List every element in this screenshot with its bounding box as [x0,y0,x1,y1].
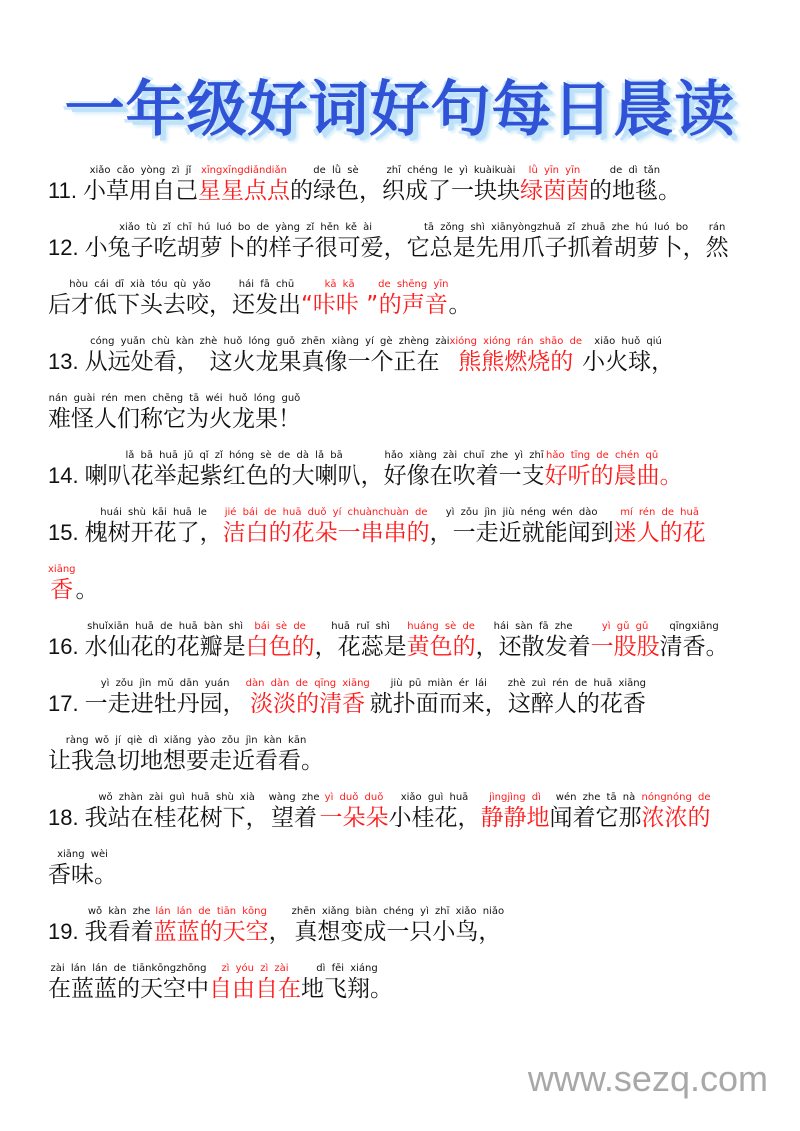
pinyin: lǜ yīn yīn [528,165,581,176]
sentence-number: 19. [48,919,79,944]
hanzi: 槐树开花了， [84,520,223,546]
highlighted-phrase [320,791,389,832]
pinyin: xīngxīngdiǎndiǎn [200,165,287,176]
highlighted-phrase [209,962,301,1003]
sentence-row [48,376,758,433]
highlighted-phrase [614,506,706,547]
pinyin: xiǎo guì huā [400,792,469,803]
pinyin: hǎo tīng de chén qǔ [545,450,659,461]
hanzi: 浓浓的 [641,805,711,831]
pinyin: wàng zhe [268,792,320,803]
sentence-number: 18. [48,805,79,830]
hanzi: ， [268,919,292,945]
hanzi: 然 [705,235,729,261]
pinyin: dàn dàn de qīng xiāng [245,678,370,689]
page-title: 一年级好词好句每日晨读 [64,75,736,145]
phrase [76,563,99,604]
hanzi: 。 [448,292,472,318]
pinyin: mí rén de huā [620,507,699,518]
phrase [269,905,292,946]
sentence-row [48,604,758,661]
sentence-row [48,433,758,490]
highlighted-phrase [660,449,683,490]
pinyin: de shēng yīn [378,279,449,290]
hanzi: 蓝蓝的天空 [153,919,269,945]
phrase [290,164,382,205]
pinyin: de lǜ sè [313,165,359,176]
highlighted-phrase [591,620,660,661]
phrase [85,905,154,946]
sentence-row [48,148,758,205]
pinyin: shuǐxiān huā de huā bàn shì [87,621,244,632]
pinyin: nóngnóng de [641,792,711,803]
hanzi: ，一走近就能闻到 [429,520,614,546]
pinyin: jié bái de huā duǒ yí chuànchuàn de [224,507,428,518]
pinyin: nán guài rén men chēng tā wéi huǒ lóng guǒ [48,393,301,404]
hanzi: 黄色的 [406,634,476,660]
hanzi: 一朵朵 [319,805,389,831]
pinyin: xiǎo huǒ qiú [594,336,662,347]
hanzi: 从远处看， [84,349,200,375]
pinyin: hái sàn fā zhe [493,621,573,632]
sentence-number: 16. [48,634,79,659]
pinyin: xióng xióng rán shāo de [449,336,583,347]
phrase [382,164,520,205]
highlighted-phrase [246,677,370,718]
sentence-list [48,148,758,1003]
highlighted-phrase [449,335,582,376]
pinyin: hòu cái dī xià tóu qù yǎo [69,279,211,290]
phrase [200,335,450,376]
phrase [85,335,200,376]
highlighted-phrase [520,164,589,205]
pinyin: hǎo xiàng zài chuī zhe yì zhī [384,450,544,461]
pinyin: ràng wǒ jí qiè dì xiǎng yào zǒu jìn kàn kān [65,735,307,746]
phrase [85,677,246,718]
phrase [269,791,320,832]
sentence-row [48,718,758,775]
hanzi: 一股股 [590,634,660,660]
sentence-number: 17. [48,691,79,716]
hanzi: 小兔子吃胡萝卜的样子很可爱， [84,235,407,261]
phrase [48,962,209,1003]
phrase [660,620,729,661]
hanzi: 。 [659,463,683,489]
hanzi: 让我急切地想要走近看看。 [48,748,324,774]
pinyin: dì fēi xiáng [316,963,378,974]
hanzi: 自由自在 [209,976,301,1002]
hanzi: 闻着它那 [549,805,642,831]
highlighted-phrase [407,620,476,661]
pinyin: yì zǒu jìn mǔ dān yuán [100,678,230,689]
highlighted-phrase [545,449,660,490]
pinyin: rán [708,222,726,233]
hanzi: 星星点点 [197,178,290,204]
phrase [448,278,471,319]
hanzi: 迷人的花 [613,520,706,546]
sentence-number: 11. [48,178,77,203]
hanzi: 洁白的花朵一串串的 [222,520,430,546]
pinyin: jiù pū miàn ér lái [390,678,487,689]
hanzi: 香味。 [48,862,117,888]
highlighted-phrase [378,278,448,319]
pinyin: xiǎo tù zǐ chī hú luó bo de yàng zǐ hěn kě ài [119,222,373,233]
sentence-number: 14. [48,463,79,488]
hanzi: 淡淡的清香 [250,691,366,717]
phrase [85,620,246,661]
pinyin: qīngxiāng [669,621,719,632]
phrase [476,620,591,661]
hanzi: 小火球， [582,349,675,375]
pinyin: wén zhe tā nà [555,792,636,803]
hanzi: 我站在桂花树下， [84,805,269,831]
sentence-row [48,661,758,718]
pinyin: bái sè de [254,621,306,632]
phrase [48,278,232,319]
pinyin: yì zǒu jìn jiù néng wén dào [445,507,598,518]
phrase [85,221,407,262]
phrase [83,164,198,205]
pinyin: zhī chéng le yì kuàikuài [386,165,516,176]
highlighted-phrase [223,506,430,547]
pinyin: cóng yuǎn chù kàn [90,336,194,347]
phrase [85,506,223,547]
hanzi: 真想变成一只小鸟， [294,919,502,945]
hanzi: 熊熊燃烧的 [458,349,574,375]
phrase [48,848,117,889]
phrase [706,221,729,262]
phrase [315,620,407,661]
pinyin: tā zǒng shì xiānyòngzhuǎ zǐ zhuā zhe hú luó bo [424,222,689,233]
phrase [589,164,681,205]
sentence-row [48,775,758,832]
pinyin: wǒ zhàn zài guì huā shù xià [98,792,255,803]
pinyin: zài lán lán de tiānkōngzhōng [50,963,207,974]
highlighted-phrase [154,905,269,946]
hanzi: 绿茵茵 [519,178,589,204]
hanzi: 织成了一块块 [381,178,520,204]
pinyin: wǒ kàn zhe [87,906,151,917]
pinyin: xiǎo cǎo yòng zì jǐ [89,165,192,176]
sentence-row [48,490,758,547]
highlighted-phrase [301,278,378,319]
hanzi: 在蓝蓝的天空中 [48,976,209,1002]
hanzi: 望着 [271,805,318,831]
sentence-row [48,832,758,889]
pinyin: jìngjìng dì [489,792,541,803]
pinyin: xiāng wèi [57,849,108,860]
phrase [389,791,481,832]
hanzi: 就扑面而来， [369,691,508,717]
hanzi: 这醉人的花香 [507,691,646,717]
phrase [407,221,706,262]
pinyin: de dì tǎn [609,165,661,176]
highlighted-phrase [48,563,76,604]
pinyin: xiāng [48,564,76,575]
phrase [232,278,301,319]
pinyin: zhè zuì rén de huā xiāng [507,678,646,689]
hanzi: 好像在吹着一支 [383,463,545,489]
phrase [582,335,674,376]
pinyin: kā kā [324,279,355,290]
pinyin: lán lán de tiān kōng [155,906,267,917]
hanzi: 好听的晨曲 [544,463,660,489]
phrase [292,905,504,946]
pinyin: lǎ bā huā jǔ qǐ zǐ hóng sè de dà lǎ bā [125,450,343,461]
phrase [550,791,642,832]
hanzi: 地飞翔。 [301,976,393,1002]
hanzi: 这火龙果真像一个正在 [209,349,440,375]
hanzi: 它总是先用爪子抓着胡萝卜， [406,235,706,261]
pinyin: yì gǔ gǔ [601,621,649,632]
hanzi: ，还散发着 [475,634,591,660]
watermark-url: www.sezq.com [527,1058,768,1099]
pinyin: zhè huǒ lóng guǒ zhēn xiàng yí gè zhèng zài [199,336,450,347]
pinyin: huáng sè de [407,621,475,632]
phrase [85,791,269,832]
phrase [370,677,508,718]
highlighted-phrase [246,620,315,661]
phrase [430,506,614,547]
hanzi: 的绿色， [289,178,382,204]
hanzi: 静静地 [480,805,550,831]
hanzi: 喇叭花举起紫红色的大喇叭， [84,463,384,489]
hanzi: 白色的 [245,634,315,660]
hanzi: 还发出 [232,292,301,318]
pinyin: huā ruǐ shì [331,621,390,632]
hanzi: 后才低下头去咬， [48,292,232,318]
sentence-row [48,889,758,946]
sentence-number: 13. [48,349,79,374]
sentence-row [48,205,758,262]
hanzi: 香 [50,577,74,603]
hanzi: 一走进牡丹园， [84,691,246,717]
hanzi: 的声音 [378,292,448,318]
phrase [301,962,393,1003]
sentence-number: 12. [48,235,79,260]
hanzi: 难怪人们称它为火龙果！ [48,406,301,432]
hanzi: “咔咔 ” [301,292,379,318]
pinyin: zì yóu zì zài [221,963,289,974]
phrase [48,392,301,433]
pinyin: yì duǒ duǒ [324,792,384,803]
pinyin: huái shù kāi huā le [100,507,207,518]
sentence-row [48,946,758,1003]
hanzi: 小桂花， [388,805,481,831]
phrase [48,734,324,775]
hanzi: 清香。 [659,634,729,660]
highlighted-phrase [642,791,711,832]
sentence-row [48,319,758,376]
pinyin: zhēn xiǎng biàn chéng yì zhī xiǎo niǎo [291,906,505,917]
sentence-number: 15. [48,520,79,545]
hanzi: 的地毯。 [588,178,681,204]
pinyin: hái fā chū [238,279,295,290]
hanzi: ，花蕊是 [314,634,407,660]
hanzi: 水仙花的花瓣是 [84,634,246,660]
phrase [85,449,384,490]
highlighted-phrase [481,791,550,832]
hanzi: 小草用自己 [82,178,198,204]
sentence-row [48,262,758,319]
hanzi: 我看着 [84,919,154,945]
sentence-row [48,547,758,604]
phrase [508,677,646,718]
highlighted-phrase [198,164,290,205]
hanzi: 。 [75,577,99,603]
phrase [384,449,545,490]
